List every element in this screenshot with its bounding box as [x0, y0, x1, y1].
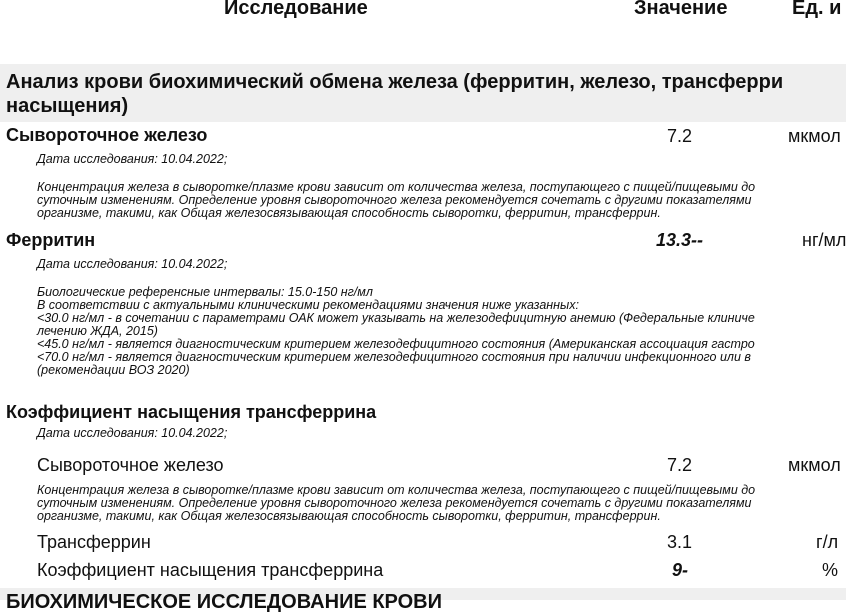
next-section-title: БИОХИМИЧЕСКОЕ ИССЛЕДОВАНИЕ КРОВИ — [6, 591, 442, 613]
serum-iron-value: 7.2 — [667, 126, 693, 146]
transferrin-value: 3.1 — [667, 532, 693, 552]
sub-iron-name: Сывороточное железо — [37, 455, 224, 475]
serum-iron-unit: мкмол — [788, 126, 841, 146]
note-line: организме, такими, как Общая железосвязывающая способность сыворотки, ферритин, трансферрин. — [37, 206, 661, 220]
section-title-line2: насыщения) — [6, 95, 129, 117]
note-line: Концентрация железа в сыворотке/плазме крови зависит от количества железа, поступающего с пищей/пищевыми до — [37, 180, 756, 194]
ferritin-value: 13.3-- — [656, 230, 704, 250]
serum-iron-name: Сывороточное железо — [6, 125, 208, 145]
section-title-line1: Анализ крови биохимический обмена железа (ферритин, железо, трансферри — [6, 71, 784, 93]
transferrin-unit: г/л — [816, 532, 839, 552]
column-header-value: Значение — [634, 0, 728, 19]
ferritin-date: Дата исследования: 10.04.2022; — [37, 257, 228, 271]
note-line: суточным изменениям. Определение уровня сывороточного железа рекомендуется сочетать с другими показателями — [37, 496, 752, 510]
note-line: Концентрация железа в сыворотке/плазме крови зависит от количества железа, поступающего с пищей/пищевыми до — [37, 483, 756, 497]
transferrin-saturation-name: Коэффициент насыщения трансферрина — [6, 402, 377, 422]
serum-iron-note — [37, 181, 755, 220]
note-line: <30.0 нг/мл - в сочетании с параметрами ОАК может указывать на железодефицитную анемию (Федеральные клиниче — [37, 311, 755, 325]
note-line: лечению ЖДА, 2015) — [37, 324, 158, 338]
note-line: В соответствии с актуальными клиническими рекомендациями значения ниже указанных: — [37, 298, 579, 312]
note-line: суточным изменениям. Определение уровня сывороточного железа рекомендуется сочетать с другими показателями — [37, 193, 752, 207]
note-line: Биологические референсные интервалы: 15.0-150 нг/мл — [37, 285, 373, 299]
note-line: организме, такими, как Общая железосвязывающая способность сыворотки, ферритин, трансферрин. — [37, 509, 661, 523]
sub-iron-value: 7.2 — [667, 455, 693, 475]
saturation-name: Коэффициент насыщения трансферрина — [37, 560, 384, 580]
note-line: <45.0 нг/мл - является диагностическим критерием железодефицитного состояния (Американская ассоциация гастро — [37, 337, 755, 351]
saturation-unit: % — [822, 560, 839, 580]
transferrin-name: Трансферрин — [37, 532, 151, 552]
sub-iron-unit: мкмол — [788, 455, 841, 475]
transferrin-saturation-date: Дата исследования: 10.04.2022; — [37, 426, 228, 440]
ferritin-unit: нг/мл — [802, 230, 846, 250]
ferritin-name: Ферритин — [6, 230, 96, 250]
note-line: (рекомендации ВОЗ 2020) — [37, 363, 190, 377]
ferritin-note — [37, 286, 755, 377]
note-line: <70.0 нг/мл - является диагностическим критерием железодефицитного состояния при наличии инфекционного или в — [37, 350, 751, 364]
column-header-unit: Ед. и — [792, 0, 842, 19]
saturation-value: 9- — [672, 560, 689, 580]
column-header-test: Исследование — [224, 0, 368, 19]
serum-iron-date: Дата исследования: 10.04.2022; — [37, 152, 228, 166]
sub-iron-note — [37, 484, 755, 523]
